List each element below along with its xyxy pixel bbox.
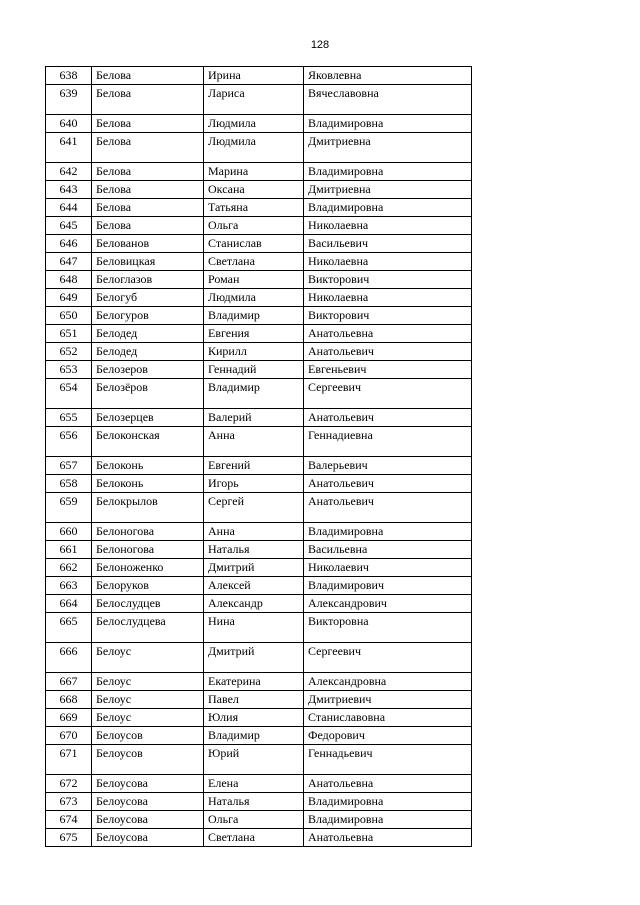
surname-cell: Белоус [92, 673, 204, 691]
row-number: 662 [46, 559, 92, 577]
table-row [46, 493, 472, 523]
patronymic-cell: Николаевич [304, 559, 472, 577]
first-name-cell: Людмила [204, 289, 304, 307]
surname-cell: Белогуров [92, 307, 204, 325]
first-name-cell: Елена [204, 775, 304, 793]
surname-cell: Белова [92, 163, 204, 181]
surname-cell: Белоус [92, 691, 204, 709]
patronymic-cell: Васильевна [304, 541, 472, 559]
table-row [46, 559, 472, 577]
patronymic-cell: Васильевич [304, 235, 472, 253]
patronymic-cell: Федорович [304, 727, 472, 745]
table-row [46, 67, 472, 85]
surname-cell: Белоконь [92, 475, 204, 493]
surname-cell: Белогуб [92, 289, 204, 307]
row-number: 666 [46, 643, 92, 673]
patronymic-cell: Викторович [304, 307, 472, 325]
surname-cell: Белозёров [92, 379, 204, 409]
first-name-cell: Екатерина [204, 673, 304, 691]
patronymic-cell: Анатольевна [304, 829, 472, 847]
table-row [46, 115, 472, 133]
first-name-cell: Наталья [204, 793, 304, 811]
surname-cell: Белова [92, 181, 204, 199]
row-number: 675 [46, 829, 92, 847]
table-row [46, 595, 472, 613]
table-row [46, 613, 472, 643]
first-name-cell: Владимир [204, 307, 304, 325]
surname-cell: Белокрылов [92, 493, 204, 523]
first-name-cell: Сергей [204, 493, 304, 523]
first-name-cell: Людмила [204, 115, 304, 133]
surname-cell: Белослудцева [92, 613, 204, 643]
surname-cell: Белоруков [92, 577, 204, 595]
surname-cell: Белоус [92, 643, 204, 673]
row-number: 667 [46, 673, 92, 691]
row-number: 647 [46, 253, 92, 271]
table-row [46, 181, 472, 199]
patronymic-cell: Дмитриевна [304, 133, 472, 163]
first-name-cell: Евгений [204, 457, 304, 475]
row-number: 663 [46, 577, 92, 595]
patronymic-cell: Геннадиевна [304, 427, 472, 457]
names-table [45, 66, 472, 847]
row-number: 643 [46, 181, 92, 199]
patronymic-cell: Викторович [304, 271, 472, 289]
row-number: 645 [46, 217, 92, 235]
surname-cell: Белова [92, 217, 204, 235]
row-number: 638 [46, 67, 92, 85]
row-number: 660 [46, 523, 92, 541]
table-row [46, 541, 472, 559]
first-name-cell: Владимир [204, 727, 304, 745]
surname-cell: Белоусова [92, 829, 204, 847]
row-number: 649 [46, 289, 92, 307]
first-name-cell: Ирина [204, 67, 304, 85]
patronymic-cell: Владимировна [304, 163, 472, 181]
table-row [46, 379, 472, 409]
surname-cell: Белоусова [92, 811, 204, 829]
patronymic-cell: Владимировна [304, 811, 472, 829]
first-name-cell: Оксана [204, 181, 304, 199]
surname-cell: Белоглазов [92, 271, 204, 289]
first-name-cell: Юрий [204, 745, 304, 775]
table-row [46, 325, 472, 343]
row-number: 669 [46, 709, 92, 727]
first-name-cell: Нина [204, 613, 304, 643]
patronymic-cell: Николаевна [304, 217, 472, 235]
surname-cell: Белова [92, 85, 204, 115]
surname-cell: Белоноженко [92, 559, 204, 577]
patronymic-cell: Валерьевич [304, 457, 472, 475]
first-name-cell: Геннадий [204, 361, 304, 379]
patronymic-cell: Николаевна [304, 253, 472, 271]
first-name-cell: Юлия [204, 709, 304, 727]
table-row [46, 343, 472, 361]
row-number: 646 [46, 235, 92, 253]
row-number: 641 [46, 133, 92, 163]
surname-cell: Белоусов [92, 745, 204, 775]
surname-cell: Белова [92, 115, 204, 133]
first-name-cell: Светлана [204, 253, 304, 271]
row-number: 655 [46, 409, 92, 427]
first-name-cell: Евгения [204, 325, 304, 343]
table-row [46, 745, 472, 775]
patronymic-cell: Владимировна [304, 523, 472, 541]
patronymic-cell: Александрович [304, 595, 472, 613]
surname-cell: Белоусова [92, 775, 204, 793]
patronymic-cell: Владимировна [304, 199, 472, 217]
surname-cell: Белоконская [92, 427, 204, 457]
patronymic-cell: Владимировна [304, 793, 472, 811]
first-name-cell: Дмитрий [204, 643, 304, 673]
patronymic-cell: Анатольевич [304, 475, 472, 493]
patronymic-cell: Владимирович [304, 577, 472, 595]
first-name-cell: Павел [204, 691, 304, 709]
first-name-cell: Станислав [204, 235, 304, 253]
page-number: 128 [310, 39, 330, 51]
row-number: 651 [46, 325, 92, 343]
row-number: 658 [46, 475, 92, 493]
patronymic-cell: Дмитриевна [304, 181, 472, 199]
row-number: 668 [46, 691, 92, 709]
patronymic-cell: Владимировна [304, 115, 472, 133]
table-row [46, 691, 472, 709]
row-number: 640 [46, 115, 92, 133]
first-name-cell: Светлана [204, 829, 304, 847]
first-name-cell: Кирилл [204, 343, 304, 361]
surname-cell: Белова [92, 67, 204, 85]
table-row [46, 217, 472, 235]
row-number: 664 [46, 595, 92, 613]
first-name-cell: Роман [204, 271, 304, 289]
patronymic-cell: Дмитриевич [304, 691, 472, 709]
table-row [46, 577, 472, 595]
first-name-cell: Татьяна [204, 199, 304, 217]
surname-cell: Белоусов [92, 727, 204, 745]
first-name-cell: Людмила [204, 133, 304, 163]
first-name-cell: Валерий [204, 409, 304, 427]
row-number: 659 [46, 493, 92, 523]
table-row [46, 199, 472, 217]
row-number: 656 [46, 427, 92, 457]
table-row [46, 775, 472, 793]
patronymic-cell: Яковлевна [304, 67, 472, 85]
row-number: 642 [46, 163, 92, 181]
patronymic-cell: Николаевна [304, 289, 472, 307]
row-number: 650 [46, 307, 92, 325]
table-row [46, 727, 472, 745]
surname-cell: Белованов [92, 235, 204, 253]
table-row [46, 307, 472, 325]
row-number: 644 [46, 199, 92, 217]
table-row [46, 85, 472, 115]
row-number: 654 [46, 379, 92, 409]
patronymic-cell: Станиславовна [304, 709, 472, 727]
surname-cell: Белослудцев [92, 595, 204, 613]
row-number: 672 [46, 775, 92, 793]
first-name-cell: Лариса [204, 85, 304, 115]
table-row [46, 643, 472, 673]
first-name-cell: Марина [204, 163, 304, 181]
names-table-body [46, 67, 472, 847]
first-name-cell: Наталья [204, 541, 304, 559]
table-row [46, 409, 472, 427]
row-number: 652 [46, 343, 92, 361]
table-row [46, 829, 472, 847]
first-name-cell: Ольга [204, 811, 304, 829]
row-number: 674 [46, 811, 92, 829]
surname-cell: Беловицкая [92, 253, 204, 271]
patronymic-cell: Анатольевич [304, 343, 472, 361]
row-number: 653 [46, 361, 92, 379]
patronymic-cell: Анатольевна [304, 325, 472, 343]
row-number: 673 [46, 793, 92, 811]
surname-cell: Белоконь [92, 457, 204, 475]
table-row [46, 163, 472, 181]
first-name-cell: Дмитрий [204, 559, 304, 577]
row-number: 648 [46, 271, 92, 289]
patronymic-cell: Геннадьевич [304, 745, 472, 775]
surname-cell: Белоногова [92, 541, 204, 559]
table-row [46, 271, 472, 289]
table-row [46, 811, 472, 829]
surname-cell: Белоногова [92, 523, 204, 541]
row-number: 657 [46, 457, 92, 475]
table-row [46, 523, 472, 541]
patronymic-cell: Александровна [304, 673, 472, 691]
patronymic-cell: Сергеевич [304, 379, 472, 409]
table-row [46, 793, 472, 811]
surname-cell: Белова [92, 199, 204, 217]
patronymic-cell: Сергеевич [304, 643, 472, 673]
table-row [46, 457, 472, 475]
row-number: 639 [46, 85, 92, 115]
table-row [46, 289, 472, 307]
patronymic-cell: Вячеславовна [304, 85, 472, 115]
table-row [46, 709, 472, 727]
first-name-cell: Анна [204, 427, 304, 457]
patronymic-cell: Викторовна [304, 613, 472, 643]
row-number: 665 [46, 613, 92, 643]
table-row [46, 673, 472, 691]
patronymic-cell: Анатольевна [304, 775, 472, 793]
table-row [46, 133, 472, 163]
surname-cell: Белова [92, 133, 204, 163]
row-number: 661 [46, 541, 92, 559]
surname-cell: Белозеров [92, 361, 204, 379]
table-row [46, 235, 472, 253]
patronymic-cell: Анатольевич [304, 493, 472, 523]
surname-cell: Белозерцев [92, 409, 204, 427]
first-name-cell: Ольга [204, 217, 304, 235]
first-name-cell: Александр [204, 595, 304, 613]
first-name-cell: Алексей [204, 577, 304, 595]
surname-cell: Белодед [92, 325, 204, 343]
first-name-cell: Владимир [204, 379, 304, 409]
patronymic-cell: Евгеньевич [304, 361, 472, 379]
surname-cell: Белоусова [92, 793, 204, 811]
first-name-cell: Игорь [204, 475, 304, 493]
surname-cell: Белодед [92, 343, 204, 361]
patronymic-cell: Анатольевич [304, 409, 472, 427]
table-row [46, 427, 472, 457]
surname-cell: Белоус [92, 709, 204, 727]
row-number: 670 [46, 727, 92, 745]
row-number: 671 [46, 745, 92, 775]
table-row [46, 253, 472, 271]
first-name-cell: Анна [204, 523, 304, 541]
table-row [46, 475, 472, 493]
table-row [46, 361, 472, 379]
